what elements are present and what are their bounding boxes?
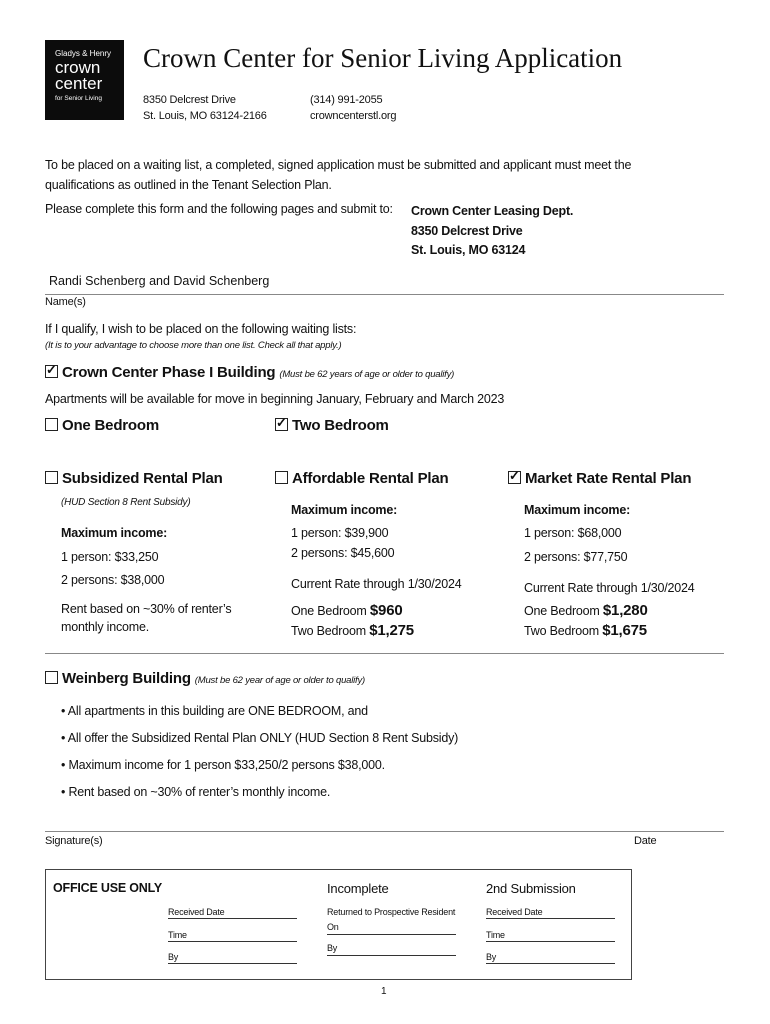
weinberg-checkbox[interactable]: [45, 671, 58, 684]
date-label: Date: [634, 835, 657, 847]
names-label: Name(s): [45, 296, 86, 308]
market-2persons: 2 persons: $77,750: [524, 550, 628, 564]
logo-line1: Gladys & Henry: [55, 49, 112, 58]
affordable-2persons: 2 persons: $45,600: [291, 546, 395, 560]
subsidized-plan-title: Subsidized Rental Plan: [62, 470, 223, 487]
second-by-label: By: [486, 952, 497, 962]
subsidized-2persons: 2 persons: $38,000: [61, 573, 165, 587]
office-second-submission: 2nd Submission: [486, 881, 576, 896]
subsidized-1person: 1 person: $33,250: [61, 550, 159, 564]
office-use-title: OFFICE USE ONLY: [53, 881, 163, 895]
phase1-title: Crown Center Phase I Building: [62, 364, 276, 381]
affordable-1person: 1 person: $39,900: [291, 526, 389, 540]
subsidized-rent-note: [61, 600, 231, 636]
affordable-two-label: Two Bedroom: [291, 624, 370, 638]
weinberg-bullet: • All offer the Subsidized Rental Plan ONLY (HUD Section 8 Rent Subsidy): [61, 731, 459, 745]
page-title: Crown Center for Senior Living Application: [143, 43, 623, 73]
market-1person: 1 person: $68,000: [524, 526, 622, 540]
weinberg-note: (Must be 62 year of age or older to qualify): [194, 675, 366, 686]
weinberg-bullets: [61, 698, 458, 806]
address-city: St. Louis, MO 63124-2166: [143, 110, 267, 122]
affordable-plan-option: [275, 470, 448, 487]
market-two-label: Two Bedroom: [524, 624, 603, 638]
market-one-bedroom: [524, 602, 648, 619]
subsidized-max-income: Maximum income:: [61, 526, 168, 540]
on-label: On: [327, 922, 339, 932]
intro-line1: To be placed on a waiting list, a completed, signed application must be submitted and applicant must meet the: [45, 158, 632, 172]
logo-center: center: [55, 74, 103, 93]
market-two-bedroom: [524, 622, 647, 639]
affordable-rate: Current Rate through 1/30/2024: [291, 577, 462, 591]
subsidized-rent-line2: monthly income.: [61, 620, 150, 634]
affordable-one-bedroom: [291, 602, 402, 619]
signature-line[interactable]: [45, 831, 724, 832]
website: crowncenterstl.org: [310, 110, 397, 122]
market-plan-checkbox[interactable]: [508, 471, 521, 484]
phase1-checkbox[interactable]: [45, 365, 58, 378]
intro-line2: qualifications as outlined in the Tenant Selection Plan.: [45, 178, 332, 192]
market-two-price: $1,675: [602, 622, 647, 639]
returned-by-line[interactable]: [327, 955, 456, 956]
weinberg-bullet: • Rent based on ~30% of renter’s monthly income.: [61, 785, 331, 799]
weinberg-bullet: • All apartments in this building are ONE BEDROOM, and: [61, 704, 368, 718]
second-time-label: Time: [486, 930, 505, 940]
one-bedroom-checkbox[interactable]: [45, 418, 58, 431]
waiting-lists-text: If I qualify, I wish to be placed on the following waiting lists:: [45, 322, 357, 336]
market-plan-title: Market Rate Rental Plan: [525, 470, 692, 487]
market-max-income: Maximum income:: [524, 503, 631, 517]
one-bedroom-label: One Bedroom: [62, 417, 159, 434]
crown-center-logo: [45, 40, 124, 120]
submit-text: Please complete this form and the following pages and submit to:: [45, 202, 393, 216]
submit-city: St. Louis, MO 63124: [411, 243, 526, 257]
market-rate: Current Rate through 1/30/2024: [524, 581, 695, 595]
names-underline: [45, 294, 724, 295]
address-block: [143, 92, 267, 124]
logo-line3: for Senior Living: [55, 95, 102, 102]
second-by-line[interactable]: [486, 963, 615, 964]
submit-dept: Crown Center Leasing Dept.: [411, 204, 574, 218]
contact-block: [310, 92, 396, 124]
two-bedroom-checkbox[interactable]: [275, 418, 288, 431]
affordable-one-label: One Bedroom: [291, 604, 370, 618]
market-one-label: One Bedroom: [524, 604, 603, 618]
subsidized-rent-line1: Rent based on ~30% of renter’s: [61, 602, 232, 616]
time-line[interactable]: [168, 941, 297, 942]
submit-address: [411, 202, 573, 261]
two-bedroom-label: Two Bedroom: [292, 417, 389, 434]
subsidized-plan-option: [45, 470, 223, 487]
phase1-heading: [45, 364, 454, 381]
second-received-label: Received Date: [486, 907, 543, 917]
by-line[interactable]: [168, 963, 297, 964]
weinberg-title: Weinberg Building: [62, 670, 191, 687]
subsidized-note: (HUD Section 8 Rent Subsidy): [61, 497, 191, 508]
market-one-price: $1,280: [602, 602, 648, 619]
page-number: 1: [381, 986, 387, 997]
market-plan-option: [508, 470, 691, 487]
phone-number: (314) 991-2055: [310, 94, 383, 106]
section-divider: [45, 653, 724, 654]
phase1-note: (Must be 62 years of age or older to qualify): [279, 369, 455, 380]
affordable-plan-title: Affordable Rental Plan: [292, 470, 449, 487]
affordable-plan-checkbox[interactable]: [275, 471, 288, 484]
phase1-availability: Apartments will be available for move in beginning January, February and March 2023: [45, 392, 505, 406]
two-bedroom-option: [275, 417, 389, 434]
affordable-max-income: Maximum income:: [291, 503, 398, 517]
received-date-label: Received Date: [168, 907, 225, 917]
second-time-line[interactable]: [486, 941, 615, 942]
on-line[interactable]: [327, 934, 456, 935]
second-received-line[interactable]: [486, 918, 615, 919]
returned-by-label: By: [327, 943, 338, 953]
waiting-lists-note: (It is to your advantage to choose more than one list. Check all that apply.): [45, 340, 342, 351]
affordable-one-price: $960: [369, 602, 403, 619]
address-street: 8350 Delcrest Drive: [143, 94, 236, 106]
received-date-line[interactable]: [168, 918, 297, 919]
logo-line2: [55, 60, 102, 92]
affordable-two-bedroom: [291, 622, 414, 639]
weinberg-bullet: • Maximum income for 1 person $33,250/2 persons $38,000.: [61, 758, 385, 772]
weinberg-heading: [45, 670, 365, 687]
by-label: By: [168, 952, 179, 962]
submit-street: 8350 Delcrest Drive: [411, 223, 523, 238]
returned-label: Returned to Prospective Resident: [327, 907, 456, 917]
signature-label: Signature(s): [45, 835, 103, 847]
subsidized-plan-checkbox[interactable]: [45, 471, 58, 484]
one-bedroom-option: [45, 417, 159, 434]
names-field[interactable]: Randi Schenberg and David Schenberg: [49, 274, 270, 288]
intro-text: [45, 155, 631, 195]
office-incomplete: Incomplete: [327, 881, 389, 896]
affordable-two-price: $1,275: [369, 622, 414, 639]
time-label: Time: [168, 930, 187, 940]
logo-crown: crown: [55, 58, 101, 77]
